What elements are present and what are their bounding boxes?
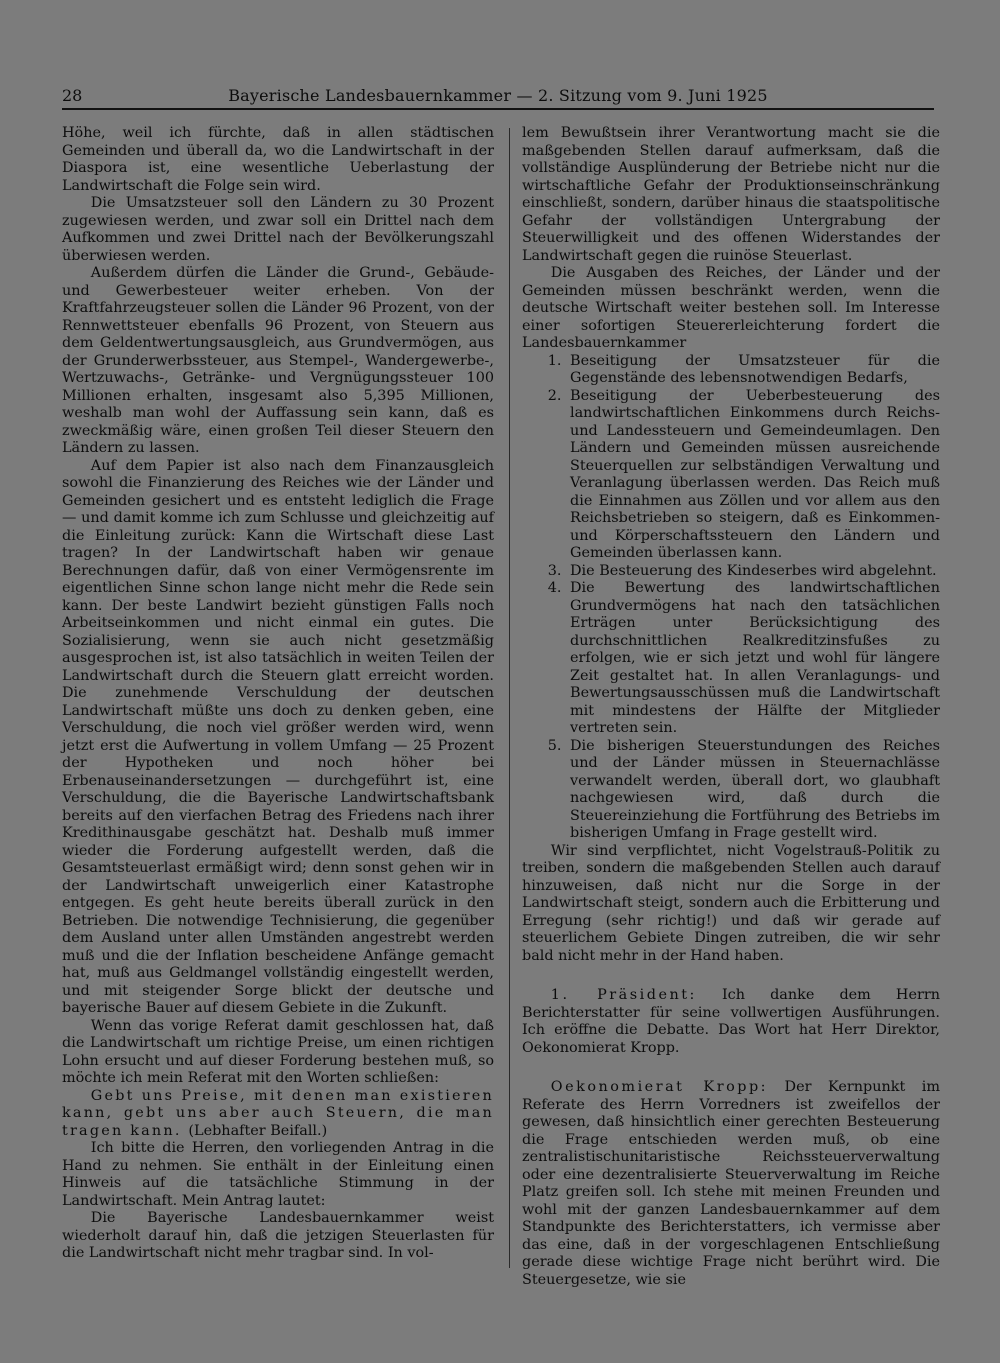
left-column <box>62 125 494 1263</box>
paragraph: Ich bitte die Herren, den vorliegenden Antrag in die Hand zu nehmen. Sie enthält in der Einleitung einen Hinweis auf die tatsächliche Stimmung in der Landwirtschaft. Mein Antrag lautet: <box>62 1140 494 1209</box>
statement-text: Ich danke dem Herrn Berichterstatter für seine vollwertigen Ausführungen. Ich eröffne die Debatte. Das Wort hat Herr Direktor, Oekonomierat Kropp. <box>522 987 941 1056</box>
quote-text: Gebt uns Preise, mit denen man existieren kann, gebt uns aber auch Steuern, die man tragen kann. <box>62 1087 494 1139</box>
speaker-label: Oekonomierat Kropp: <box>550 1079 769 1095</box>
paragraph: Wir sind verpflichtet, nicht Vogelstrauß-Politik zu treiben, sondern die maßgebenden Stellen auch darauf hinzuweisen, daß nicht nur die Sorge in der Landwirtschaft steigt, sondern auch die Erbitterung und Erregung (sehr richtig!) und daß wir gerade auf steuerlichem Gebiete Dingen zutreiben, die wir sehr bald nicht mehr in der Hand haben. <box>522 842 940 964</box>
motion-continuation: lem Bewußtsein ihrer Verantwortung macht sie die maßgebenden Stellen darauf aufmerksam, daß die vollständige Ausplünderung der Betriebe nicht nur die wirtschaftliche Gefahr der Produktionseinschränkung einschließt, sondern, darüber hinaus die staatspolitische Gefahr der vollständigen Untergrabung der Steuerwilligkeit und des offenen Widerstandes der Landwirtschaft gegen die ruinöse Steuerlast. <box>522 125 940 264</box>
section-gap <box>522 965 940 987</box>
column-divider <box>509 128 510 1268</box>
list-item: 4. Die Bewertung des landwirtschaftlichen Grundvermögens hat nach den tatsächlichen Erträgen unter Berücksichtigung des durchschnittlichen Realkreditzinsfußes zu erfolgen, wie er sich jetzt und wohl für längere Zeit gestaltet hat. In allen Veranlagungs- und Bewertungsausschüssen muß die Landwirtschaft mit mindestens der Hälfte der Mitglieder vertreten sein. <box>566 580 940 738</box>
speaker-statement <box>522 1079 940 1289</box>
paragraph: Außerdem dürfen die Länder die Grund-, Gebäude- und Gewerbesteuer weiter erheben. Von der Kraftfahrzeugsteuer sollen die Länder 96 Prozent, von der Rennwettsteuer ebenfalls 96 Prozent, von Steuern aus dem Geldentwertungsausgleich, aus Grundvermögen, aus der Grunderwerbssteuer, aus Stempel-, Wandergewerbe-, Wertzuwachs-, Getränke- und Vergnügungssteuer 100 Millionen erhalten, insgesamt also 5,395 Millionen, weshalb man wohl der Auffassung sein kann, daß es zweckmäßig wäre, einen großen Teil dieser Steuern den Ländern zu lassen. <box>62 265 494 456</box>
page-header <box>62 86 934 110</box>
running-title: Bayerische Landesbauernkammer — 2. Sitzung vom 9. Juni 1925 <box>228 86 768 105</box>
applause-note: (Lebhafter Beifall.) <box>188 1122 328 1139</box>
paragraph: Die Ausgaben des Reiches, der Länder und der Gemeinden müssen beschränkt werden, wenn die deutsche Wirtschaft weiter bestehen soll. Im Interesse einer sofortigen Steuererleichterung fordert die Landesbauernkammer <box>522 265 940 351</box>
paragraph: Auf dem Papier ist also nach dem Finanzausgleich sowohl die Finanzierung des Reiches wie der Länder und Gemeinden gesichert und es entsteht lediglich die Frage — und damit komme ich zum Schlusse und gleichzeitig auf die Einleitung zurück: Kann die Wirtschaft diese Last tragen? In der Landwirtschaft haben wir genaue Berechnungen dafür, daß von einer Vermögensrente im eigentlichen Sinne schon lange nicht mehr die Rede sein kann. Der beste Landwirt bezieht günstigen Falls noch Arbeitseinkommen und nicht einmal ein gutes. Die Sozialisierung, wenn sie auch nicht gesetzmäßig ausgesprochen ist, ist also tatsächlich in weiten Teilen der Landwirtschaft durch die Steuern glatt erreicht worden. Die zunehmende Verschuldung der deutschen Landwirtschaft müßte uns doch zu denken geben, eine Verschuldung, die noch viel größer werden wird, wenn jetzt erst die Aufwertung in vollem Umfang — 25 Prozent der Hypotheken und noch höher bei Erbenauseinandersetzungen — durchgeführt ist, eine Verschuldung, die die Bayerische Landwirtschaftsbank bereits auf den vierfachen Betrag des Friedens nach ihrer Kredithinausgabe geschätzt hat. Deshalb muß immer wieder die Forderung aufgestellt werden, daß die Gesamtsteuerlast ermäßigt wird; denn sonst gehen wir in der Landwirtschaft unweigerlich einer Katastrophe entgegen. Es geht heute bereits überall zurück in den Betrieben. Die notwendige Technisierung, die gegenüber dem Ausland unter allen Umständen angestrebt werden muß und die der Inflation bescheidene Anfänge gemacht hat, muß aus Geldmangel vollständig eingestellt werden, und mit steigender Sorge blickt der deutsche und bayerische Bauer auf diesem Gebiete in die Zukunft. <box>62 457 494 1016</box>
statement-text: Der Kernpunkt im Referate des Herrn Vorredners ist zweifellos der gewesen, daß hinsichtlich einer gerechten Besteuerung die Frage entschieden werden muß, ob eine zentralistischunitaristische Reichssteuerverwaltung oder eine dezentralisierte Steuerverwaltung im Reiche Platz greifen soll. Ich stehe mit meinen Freunden und wohl mit der ganzen Landesbauernkammer auf dem Standpunkte des Berichterstatters, ich vermisse aber das eine, daß in der vorgeschlagenen Entschließung gerade diese wichtige Frage nicht berührt wird. Die Steuergesetze, wie sie <box>522 1079 941 1288</box>
list-item: 2. Beseitigung der Ueberbesteuerung des landwirtschaftlichen Einkommens durch Reichs- und Landessteuern und Gemeindeumlagen. Den Ländern und Gemeinden müssen ausreichende Steuerquellen zur selbständigen Verwaltung und Veranlagung überlassen werden. Das Reich muß die Einnahmen aus Zöllen und vor allem aus den Reichsbetrieben so steigern, daß es Einkommen- und Körperschaftssteuern den Ländern und Gemeinden überlassen kann. <box>566 388 940 563</box>
paragraph: Die Umsatzsteuer soll den Ländern zu 30 Prozent zugewiesen werden, und zwar soll ein Drittel nach dem Aufkommen und zwei Drittel nach der Bevölkerungszahl überwiesen werden. <box>62 195 494 264</box>
paragraph: Wenn das vorige Referat damit geschlossen hat, daß die Landwirtschaft um richtige Preise, um einen richtigen Lohn ersucht und auf dieser Forderung bestehen muß, so möchte ich mein Referat mit den Worten schließen: <box>62 1017 494 1086</box>
motion-text: Die Bayerische Landesbauernkammer weist wiederholt darauf hin, daß die jetzigen Steuerlasten für die Landwirtschaft nicht mehr tragbar sind. In vol- <box>62 1210 494 1261</box>
section-gap <box>522 1057 940 1079</box>
list-item: 1. Beseitigung der Umsatzsteuer für die Gegenstände des lebensnotwendigen Bedarfs, <box>566 353 940 388</box>
page-number: 28 <box>62 86 83 105</box>
speaker-label: 1. Präsident: <box>550 987 697 1003</box>
right-column <box>522 125 940 1289</box>
list-item: 5. Die bisherigen Steuerstundungen des Reiches und der Länder müssen in Steuernachlässe verwandelt werden, überall dort, wo glaubhaft nachgewiesen wird, daß durch die Steuereinziehung die Fortführung des Betriebs im bisherigen Umfang in Frage gestellt wird. <box>566 738 940 843</box>
president-statement <box>522 987 940 1057</box>
closing-quote <box>62 1088 494 1141</box>
demands-list <box>522 353 940 843</box>
list-item: 3. Die Besteuerung des Kindeserbes wird abgelehnt. <box>566 563 940 581</box>
paragraph: Höhe, weil ich fürchte, daß in allen städtischen Gemeinden und überall da, wo die Landwirtschaft in der Diaspora ist, eine wesentliche Ueberlastung der Landwirtschaft die Folge sein wird. <box>62 125 494 194</box>
